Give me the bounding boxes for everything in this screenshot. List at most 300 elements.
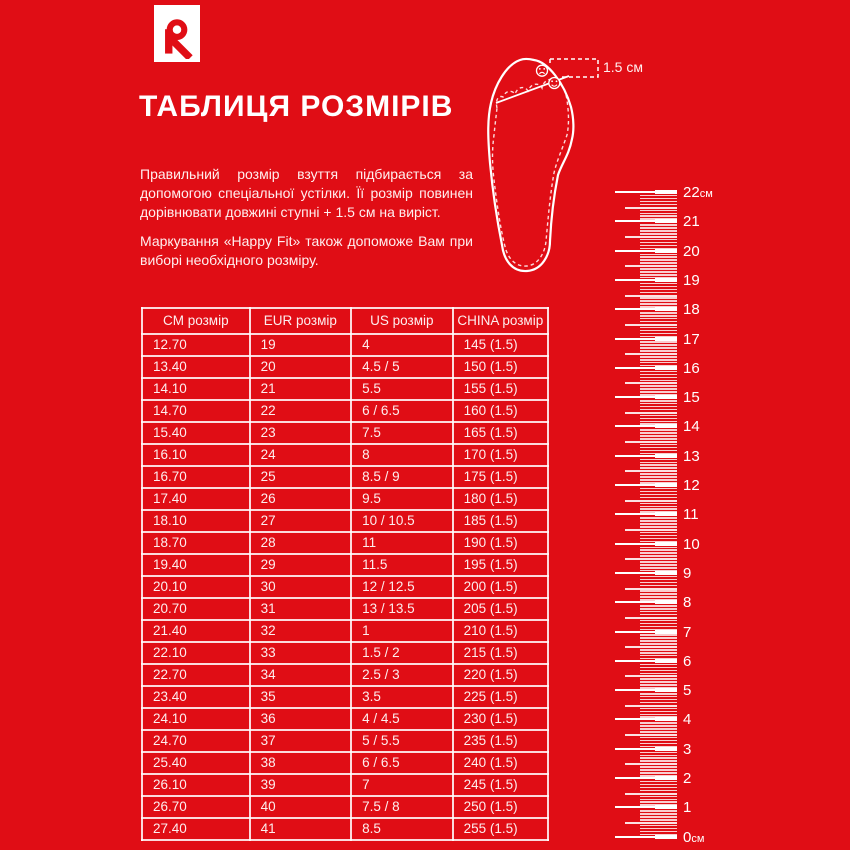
foot-outline — [493, 79, 569, 266]
table-cell: 230 (1.5) — [453, 708, 548, 730]
table-row — [142, 818, 548, 840]
ruler-tick — [640, 561, 677, 563]
ruler-tick — [655, 249, 677, 253]
ruler-label: 19 — [683, 271, 700, 289]
table-cell: 180 (1.5) — [453, 488, 548, 510]
ruler-tick — [640, 245, 677, 247]
ruler-label: 8 — [683, 594, 692, 612]
ruler-tick — [655, 278, 677, 282]
ruler-tick — [640, 333, 677, 335]
table-cell: 205 (1.5) — [453, 598, 548, 620]
ruler-tick — [640, 757, 677, 759]
table-cell: 8.5 — [351, 818, 453, 840]
table-row — [142, 422, 548, 444]
ruler-tick — [640, 274, 677, 276]
table-header-cell: US розмір — [351, 308, 453, 334]
table-cell: 30 — [250, 576, 352, 598]
ruler-tick — [640, 388, 677, 390]
table-header-cell: CHINA розмір — [453, 308, 548, 334]
ruler-tick — [625, 763, 677, 765]
ruler-label: 10 — [683, 535, 700, 553]
ruler-tick — [640, 816, 677, 818]
ruler-label: 18 — [683, 301, 700, 319]
table-cell: 12.70 — [142, 334, 250, 356]
table-cell: 8.5 / 9 — [351, 466, 453, 488]
table-cell: 2.5 / 3 — [351, 664, 453, 686]
ruler-tick — [640, 371, 677, 373]
table-cell: 250 (1.5) — [453, 796, 548, 818]
table-cell: 25.40 — [142, 752, 250, 774]
table-cell: 23.40 — [142, 686, 250, 708]
ruler-tick — [640, 670, 677, 672]
ruler-tick — [640, 359, 677, 361]
ruler-tick — [640, 254, 677, 256]
table-cell: 1.5 / 2 — [351, 642, 453, 664]
ruler-tick — [640, 831, 677, 833]
table-cell: 16.70 — [142, 466, 250, 488]
table-row — [142, 686, 548, 708]
ruler-tick — [640, 576, 677, 578]
table-cell: 41 — [250, 818, 352, 840]
ruler-label: 6 — [683, 652, 692, 670]
ruler-tick — [640, 350, 677, 352]
table-cell: 8 — [351, 444, 453, 466]
ruler-tick — [625, 324, 677, 326]
ruler-tick — [640, 772, 677, 774]
ruler-tick — [640, 508, 677, 510]
table-cell: 155 (1.5) — [453, 378, 548, 400]
ruler-tick — [640, 722, 677, 724]
ruler-tick — [640, 579, 677, 581]
table-header-cell: EUR розмір — [250, 308, 352, 334]
table-row — [142, 488, 548, 510]
ruler-tick — [640, 327, 677, 329]
ruler-tick — [640, 201, 677, 203]
table-cell: 32 — [250, 620, 352, 642]
ruler-tick — [640, 289, 677, 291]
table-cell: 13 / 13.5 — [351, 598, 453, 620]
ruler-tick — [640, 224, 677, 226]
table-row — [142, 576, 548, 598]
ruler-tick — [640, 582, 677, 584]
ruler-label: 12 — [683, 477, 700, 494]
ruler-tick — [640, 743, 677, 745]
ruler-tick — [655, 835, 677, 839]
ruler-tick — [640, 213, 677, 215]
ruler-tick — [640, 418, 677, 420]
size-table — [141, 307, 549, 841]
ruler-tick — [640, 380, 677, 382]
ruler-tick — [640, 215, 677, 217]
ruler-tick — [640, 819, 677, 821]
table-cell: 170 (1.5) — [453, 444, 548, 466]
table-cell: 240 (1.5) — [453, 752, 548, 774]
ruler-tick — [625, 207, 677, 209]
ruler-tick — [640, 239, 677, 241]
ruler-tick — [640, 429, 677, 431]
ruler-tick — [625, 558, 677, 560]
ruler-tick — [655, 366, 677, 370]
ruler-tick — [640, 664, 677, 666]
ruler-tick — [640, 467, 677, 469]
ruler-tick — [640, 497, 677, 499]
ruler-tick — [625, 617, 677, 619]
table-row — [142, 400, 548, 422]
table-cell: 22.10 — [142, 642, 250, 664]
ruler-tick — [655, 630, 677, 634]
ruler-tick — [640, 728, 677, 730]
table-cell: 4.5 / 5 — [351, 356, 453, 378]
ruler-tick — [640, 828, 677, 830]
margin-label: 1.5 см — [603, 59, 643, 75]
ruler-tick — [640, 784, 677, 786]
ruler-tick — [640, 297, 677, 299]
ruler-tick — [640, 409, 677, 411]
ruler-tick — [640, 752, 677, 754]
foot-diagram — [470, 45, 615, 295]
table-cell: 14.10 — [142, 378, 250, 400]
ruler-tick — [640, 268, 677, 270]
ruler-label: 4 — [683, 711, 692, 729]
table-cell: 16.10 — [142, 444, 250, 466]
ruler-tick — [640, 585, 677, 587]
table-cell: 36 — [250, 708, 352, 730]
ruler-tick — [655, 659, 677, 663]
ruler-tick — [640, 555, 677, 557]
ruler-tick — [640, 312, 677, 314]
table-cell: 20.10 — [142, 576, 250, 598]
ruler-label: 21 — [683, 213, 700, 231]
ruler-label: 22см — [683, 184, 713, 201]
ruler-tick — [625, 793, 677, 795]
ruler-tick — [640, 590, 677, 592]
ruler-tick — [640, 400, 677, 402]
ruler-tick — [640, 476, 677, 478]
ruler-tick — [640, 459, 677, 461]
ruler-tick — [640, 450, 677, 452]
ruler-tick — [640, 652, 677, 654]
intro-paragraph-1: Правильний розмір взуття підбирається за допомогою спеціальної устілки. Її розмір повинен дорівнювати довжині ступні + 1.5 см на виріст. — [140, 166, 473, 220]
ruler-tick — [640, 377, 677, 379]
table-cell: 27.40 — [142, 818, 250, 840]
ruler-tick — [655, 337, 677, 341]
ruler-tick — [625, 382, 677, 384]
ruler-tick — [640, 605, 677, 607]
ruler-tick — [625, 265, 677, 267]
ruler-tick — [640, 256, 677, 258]
sad-face-icon — [537, 65, 548, 76]
table-cell: 195 (1.5) — [453, 554, 548, 576]
table-cell: 18.10 — [142, 510, 250, 532]
ruler-tick — [640, 494, 677, 496]
ruler-tick — [640, 344, 677, 346]
table-cell: 19.40 — [142, 554, 250, 576]
ruler-tick — [640, 464, 677, 466]
ruler-tick — [640, 195, 677, 197]
ruler-tick — [640, 230, 677, 232]
ruler-tick — [640, 813, 677, 815]
ruler-tick — [655, 571, 677, 575]
ruler-tick — [640, 391, 677, 393]
ruler-tick — [655, 395, 677, 399]
ruler-tick — [655, 542, 677, 546]
table-cell: 225 (1.5) — [453, 686, 548, 708]
table-cell: 9.5 — [351, 488, 453, 510]
ruler-tick — [640, 825, 677, 827]
table-cell: 22 — [250, 400, 352, 422]
ruler-label: 3 — [683, 740, 692, 758]
table-row — [142, 664, 548, 686]
ruler-tick — [625, 470, 677, 472]
intro-paragraph-2: Маркування «Happy Fit» також допоможе Вам при виборі необхідного розміру. — [140, 233, 473, 268]
table-cell: 24.10 — [142, 708, 250, 730]
table-cell: 145 (1.5) — [453, 334, 548, 356]
table-cell: 24.70 — [142, 730, 250, 752]
ruler-tick — [640, 596, 677, 598]
ruler-tick — [655, 512, 677, 516]
table-cell: 220 (1.5) — [453, 664, 548, 686]
table-row — [142, 708, 548, 730]
ruler-tick — [640, 259, 677, 261]
happy-face-icon — [549, 78, 560, 89]
ruler-tick — [640, 801, 677, 803]
ruler-label: 2 — [683, 770, 692, 787]
ruler-tick — [640, 673, 677, 675]
ruler-tick — [640, 790, 677, 792]
table-cell: 29 — [250, 554, 352, 576]
ruler-label: 17 — [683, 330, 700, 348]
table-cell: 7.5 — [351, 422, 453, 444]
table-cell: 12 / 12.5 — [351, 576, 453, 598]
ruler-tick — [655, 424, 677, 428]
ruler-tick — [640, 204, 677, 206]
ruler-tick — [640, 438, 677, 440]
ruler-tick — [640, 227, 677, 229]
table-row — [142, 554, 548, 576]
ruler-label: 14 — [683, 418, 700, 436]
table-cell: 21 — [250, 378, 352, 400]
ruler-tick — [640, 330, 677, 332]
ruler-tick — [655, 483, 677, 487]
ruler-tick — [640, 523, 677, 525]
ruler-tick — [640, 385, 677, 387]
ruler-label: 11 — [683, 506, 699, 524]
ruler-tick — [640, 760, 677, 762]
ruler-tick — [640, 564, 677, 566]
table-cell: 31 — [250, 598, 352, 620]
ruler-tick — [625, 705, 677, 707]
ruler-tick — [625, 500, 677, 502]
table-row — [142, 466, 548, 488]
ruler-tick — [640, 731, 677, 733]
table-cell: 26.70 — [142, 796, 250, 818]
table-cell: 27 — [250, 510, 352, 532]
table-cell: 26 — [250, 488, 352, 510]
table-cell: 215 (1.5) — [453, 642, 548, 664]
ruler-tick — [640, 549, 677, 551]
ruler-tick — [640, 769, 677, 771]
table-cell: 28 — [250, 532, 352, 554]
ruler-tick — [640, 503, 677, 505]
ruler-tick — [640, 421, 677, 423]
margin-dashed-box — [550, 59, 598, 77]
table-header-cell: CM розмір — [142, 308, 250, 334]
table-cell: 20 — [250, 356, 352, 378]
table-cell: 200 (1.5) — [453, 576, 548, 598]
table-cell: 26.10 — [142, 774, 250, 796]
table-cell: 25 — [250, 466, 352, 488]
ruler-tick — [640, 415, 677, 417]
ruler-tick — [640, 318, 677, 320]
ruler-tick — [640, 517, 677, 519]
ruler-tick — [640, 708, 677, 710]
ruler-tick — [640, 634, 677, 636]
ruler-tick — [640, 714, 677, 716]
table-cell: 21.40 — [142, 620, 250, 642]
ruler-tick — [640, 755, 677, 757]
ruler-tick — [625, 412, 677, 414]
table-cell: 34 — [250, 664, 352, 686]
ruler-tick — [640, 303, 677, 305]
ruler-tick — [640, 462, 677, 464]
table-cell: 3.5 — [351, 686, 453, 708]
table-row — [142, 774, 548, 796]
ruler-tick — [640, 667, 677, 669]
ruler-label: 5 — [683, 682, 692, 700]
table-cell: 1 — [351, 620, 453, 642]
ruler-tick — [640, 696, 677, 698]
ruler — [615, 184, 735, 850]
ruler-tick — [640, 725, 677, 727]
ruler-tick — [640, 620, 677, 622]
table-cell: 14.70 — [142, 400, 250, 422]
table-row — [142, 620, 548, 642]
ruler-tick — [625, 822, 677, 824]
ruler-tick — [640, 781, 677, 783]
ruler-tick — [640, 766, 677, 768]
ruler-tick — [640, 473, 677, 475]
ruler-tick — [640, 362, 677, 364]
table-cell: 6 / 6.5 — [351, 752, 453, 774]
ruler-tick — [640, 347, 677, 349]
ruler-tick — [625, 675, 677, 677]
table-cell: 10 / 10.5 — [351, 510, 453, 532]
ruler-tick — [655, 454, 677, 458]
ruler-tick — [640, 403, 677, 405]
ruler-tick — [640, 300, 677, 302]
table-cell: 175 (1.5) — [453, 466, 548, 488]
ruler-tick — [640, 242, 677, 244]
ruler-tick — [655, 600, 677, 604]
ruler-label: 15 — [683, 389, 700, 407]
ruler-label: 13 — [683, 447, 700, 465]
table-row — [142, 598, 548, 620]
ruler-tick — [655, 805, 677, 809]
table-cell: 18.70 — [142, 532, 250, 554]
ruler-label: 9 — [683, 564, 692, 582]
ruler-label: 1 — [683, 799, 692, 817]
table-cell: 19 — [250, 334, 352, 356]
table-cell: 150 (1.5) — [453, 356, 548, 378]
ruler-tick — [655, 219, 677, 223]
table-cell: 38 — [250, 752, 352, 774]
ruler-tick — [640, 233, 677, 235]
ruler-tick — [640, 526, 677, 528]
table-row — [142, 378, 548, 400]
ruler-tick — [640, 283, 677, 285]
table-cell: 35 — [250, 686, 352, 708]
table-header-row — [142, 308, 548, 334]
ruler-tick — [640, 702, 677, 704]
ruler-tick — [640, 640, 677, 642]
ruler-tick — [640, 552, 677, 554]
ruler-tick — [655, 190, 677, 194]
ruler-tick — [640, 637, 677, 639]
table-cell: 11 — [351, 532, 453, 554]
ruler-tick — [640, 292, 677, 294]
ruler-tick — [625, 734, 677, 736]
ruler-tick — [655, 747, 677, 751]
ruler-label: 16 — [683, 359, 700, 377]
table-cell: 190 (1.5) — [453, 532, 548, 554]
ruler-tick — [640, 681, 677, 683]
table-cell: 22.70 — [142, 664, 250, 686]
ruler-tick — [625, 441, 677, 443]
ruler-tick — [625, 588, 677, 590]
ruler-tick — [640, 315, 677, 317]
ruler-tick — [640, 593, 677, 595]
table-row — [142, 642, 548, 664]
ruler-tick — [640, 262, 677, 264]
ruler-tick — [640, 532, 677, 534]
ruler-tick — [640, 614, 677, 616]
ruler-tick — [640, 787, 677, 789]
ruler-tick — [655, 307, 677, 311]
ruler-tick — [640, 611, 677, 613]
ruler-tick — [655, 776, 677, 780]
table-cell: 4 / 4.5 — [351, 708, 453, 730]
logo-r-icon — [157, 9, 197, 59]
ruler-tick — [640, 626, 677, 628]
table-row — [142, 532, 548, 554]
ruler-tick — [640, 198, 677, 200]
ruler-tick — [625, 295, 677, 297]
intro-text — [140, 165, 473, 280]
table-row — [142, 356, 548, 378]
ruler-tick — [640, 374, 677, 376]
ruler-tick — [625, 646, 677, 648]
ruler-tick — [640, 432, 677, 434]
ruler-tick — [655, 688, 677, 692]
table-cell: 37 — [250, 730, 352, 752]
table-row — [142, 444, 548, 466]
table-row — [142, 510, 548, 532]
table-cell: 7.5 / 8 — [351, 796, 453, 818]
table-cell: 165 (1.5) — [453, 422, 548, 444]
table-cell: 255 (1.5) — [453, 818, 548, 840]
ruler-tick — [640, 643, 677, 645]
ruler-tick — [640, 810, 677, 812]
table-cell: 5.5 — [351, 378, 453, 400]
ruler-tick — [625, 529, 677, 531]
table-cell: 185 (1.5) — [453, 510, 548, 532]
table-row — [142, 796, 548, 818]
table-cell: 5 / 5.5 — [351, 730, 453, 752]
table-row — [142, 752, 548, 774]
table-cell: 7 — [351, 774, 453, 796]
ruler-tick — [640, 271, 677, 273]
table-cell: 40 — [250, 796, 352, 818]
